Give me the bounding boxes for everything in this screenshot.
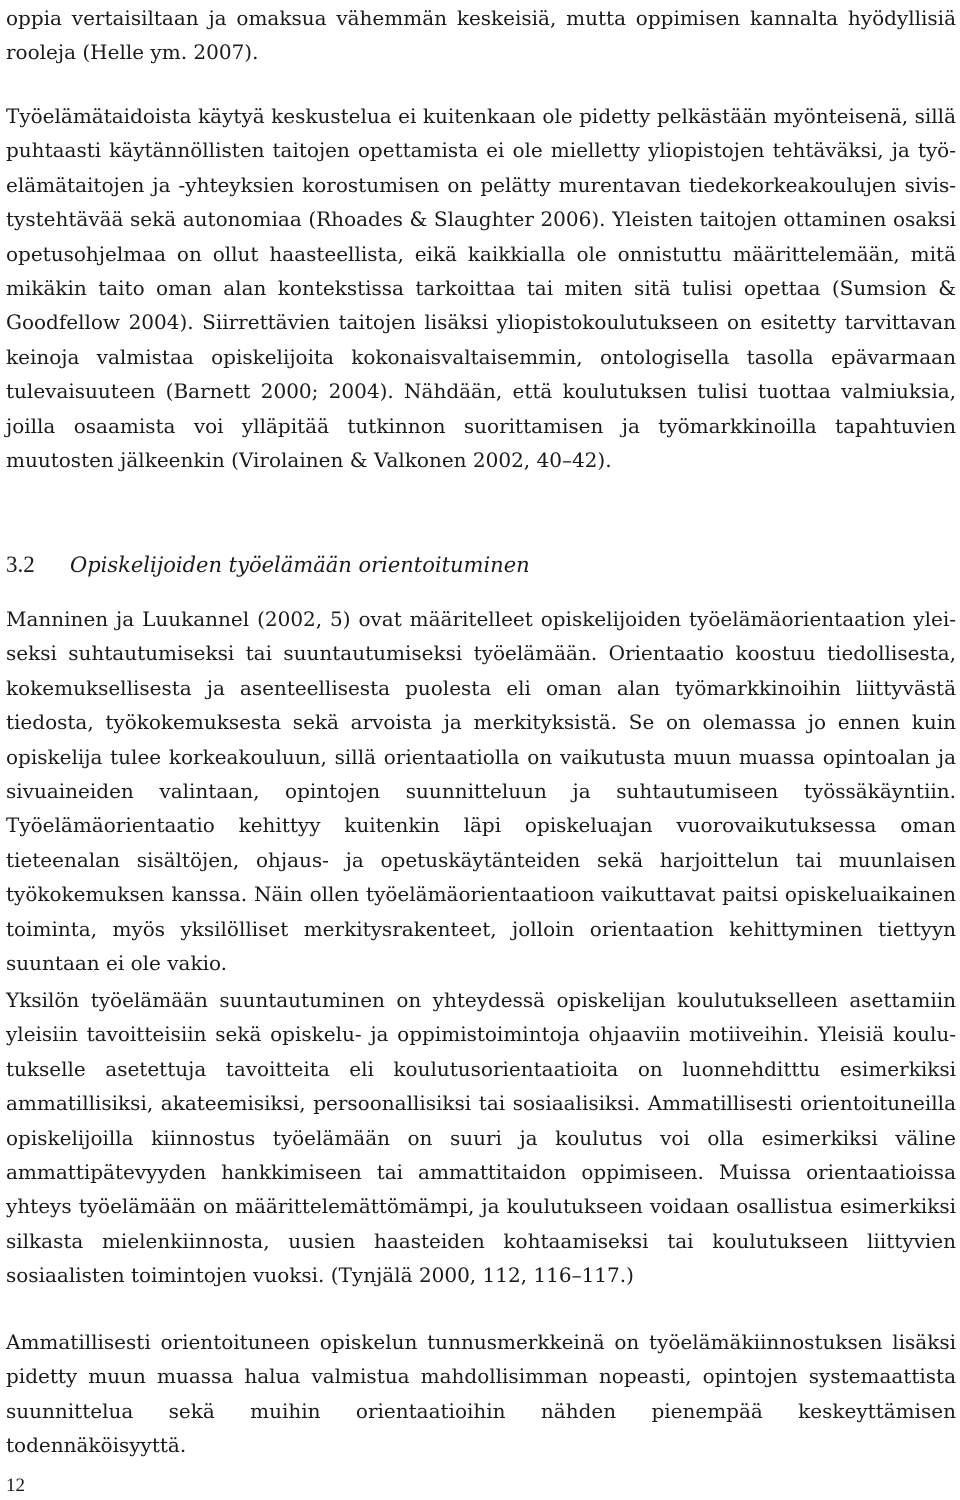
section-number: 3.2 [6,552,35,577]
page-number: 12 [6,1475,25,1496]
paragraph-individual-orientation: Yksilön työelämään suuntautuminen on yhteydessä opiskelijan koulutukselleen asettamiin yleisiin tavoitteisiin sekä opiskelu- ja oppimistoimintoja ohjaaviin motiiveihin. Yleisiä koulutukselle asetettuja tavoitteita eli koulutusorientaatioita on luonnehditttu esimerkiksi ammatillisiksi, akateemisiksi, persoonallisiksi tai sosiaalisiksi. Ammatillisesti orientoituneilla opiskelijoilla kiinnostus työelämään on suuri ja koulutus voi olla esimerkiksi väline ammattipätevyyden hankkimiseen tai ammattitaidon oppimiseen. Muissa orientaatioissa yhteys työelämään on määrittelemättömämpi, ja koulutukseen voidaan osallistua esimerkiksi silkasta mielenkiinnosta, uusien haasteiden kohtaamiseksi tai koulutukseen liittyvien sosiaalisten toimintojen vuoksi. (Tynjälä 2000, 112, 116–117.) [6,988,956,1288]
section-title: Opiskelijoiden työelämään orientoituminen [70,553,530,577]
paragraph-working-life-skills-debate: Työelämätaidoista käytyä keskustelua ei kuitenkaan ole pidetty pelkästään myönteisenä, sillä puhtaasti käytännöllisten taitojen opettamista ei ole mielletty yliopistojen tehtäväksi, ja työelämätaitojen ja -yhteyksien korostumisen on pelätty murentavan tiedekorkeakoulujen sivistystehtävää sekä autonomiaa (Rhoades & Slaughter 2006). Yleisten taitojen ottaminen osaksi opetusohjelmaa on ollut haasteellista, eikä kaikkialla ole onnistuttu määrittelemään, mitä mikäkin taito oman alan kontekstissa tarkoittaa tai miten sitä tulisi opettaa (Sumsion & Goodfellow 2004). Siirrettävien taitojen lisäksi yliopistokoulutukseen on esitetty tarvittavan keinoja valmistaa opiskelijoita kokonaisvaltaisemmin, ontologisella tasolla epävarmaan tulevaisuuteen (Barnett 2000; 2004). Nähdään, että koulutuksen tulisi tuottaa valmiuksia, joilla osaamista voi ylläpitää tutkinnon suorittamisen ja työmarkkinoilla tapahtuvien muutosten jälkeenkin (Virolainen & Valkonen 2002, 40–42). [6,104,956,473]
paragraph-continuation: oppia vertaisiltaan ja omaksua vähemmän keskeisiä, mutta oppimisen kannalta hyödyllisiä rooleja (Helle ym. 2007). [6,6,956,65]
paragraph-professional-orientation: Ammatillisesti orientoituneen opiskelun tunnusmerkkeinä on työelämäkiinnostuksen lisäksi pidetty muun muassa halua valmistua mahdollisimman nopeasti, opintojen systemaattista suunnittelua sekä muihin orientaatioihin nähden pienempää keskeyttämisen todennäköisyyttä. [6,1330,956,1458]
section-heading [6,548,530,582]
paragraph-work-orientation-definition: Manninen ja Luukannel (2002, 5) ovat määritelleet opiskelijoiden työelämäorientaation yleiseksi suhtautumiseksi tai suuntautumiseksi työelämään. Orientaatio koostuu tiedollisesta, kokemuksellisesta ja asenteellisesta puolesta eli oman alan työmarkkinoihin liittyvästä tiedosta, työkokemuksesta sekä arvoista ja merkityksistä. Se on olemassa jo ennen kuin opiskelija tulee korkeakouluun, sillä orientaatiolla on vaikutusta muun muassa opintoalan ja sivuaineiden valintaan, opintojen suunnitteluun ja suhtautumiseen työssäkäyntiin. Työelämäorientaatio kehittyy kuitenkin läpi opiskeluajan vuorovaikutuksessa oman tieteenalan sisältöjen, ohjaus- ja opetuskäytänteiden sekä harjoittelun tai muunlaisen työkokemuksen kanssa. Näin ollen työelämäorientaatioon vaikuttavat paitsi opiskeluaikainen toiminta, myös yksilölliset merkitysrakenteet, jolloin orientaation kehittyminen tiettyyn suuntaan ei ole vakio. [6,607,956,976]
